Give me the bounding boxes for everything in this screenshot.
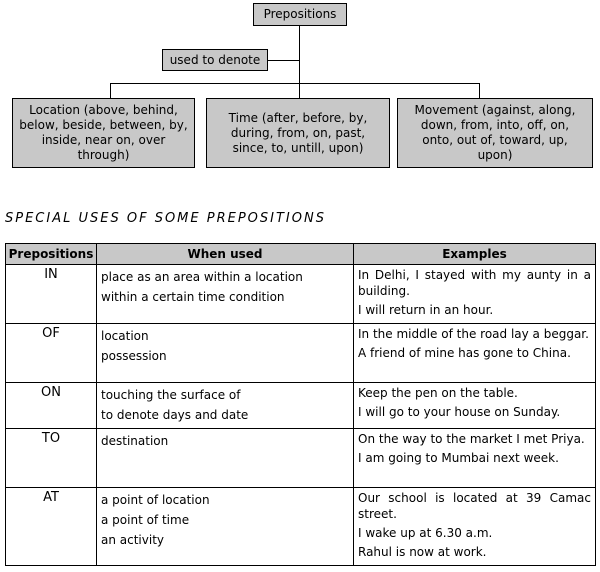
use-text: possession (101, 349, 167, 363)
category-movement (397, 98, 593, 168)
examples-cell (354, 429, 596, 488)
use-text: within a certain time condition (101, 290, 285, 304)
root-node (253, 3, 347, 26)
example-text: A friend of mine has gone to China. (358, 346, 571, 360)
example-text: Our school is located at 39 Camac street. (358, 491, 591, 521)
example-text: Rahul is now at work. (358, 545, 487, 559)
category-time (206, 98, 390, 168)
preposition-cell: ON (6, 383, 97, 429)
example-text: Keep the pen on the table. (358, 386, 518, 400)
root-trunk-line (299, 26, 300, 84)
uses-cell (97, 383, 354, 429)
preposition-cell: TO (6, 429, 97, 488)
prepositions-table (5, 243, 596, 566)
use-text: a point of location (101, 493, 210, 507)
use-text: an activity (101, 533, 165, 547)
example-text: On the way to the market I met Priya. (358, 432, 585, 446)
category-location (12, 98, 195, 168)
use-text: location (101, 329, 149, 343)
example-text: In the middle of the road lay a beggar. (358, 327, 589, 341)
example-text: I wake up at 6.30 a.m. (358, 526, 493, 540)
example-text: I will return in an hour. (358, 303, 494, 317)
branch-middle-line (299, 83, 300, 98)
uses-cell (97, 324, 354, 383)
uses-cell (97, 488, 354, 566)
category-time-label: Time (after, before, by, during, from, on, past, since, to, untill, upon) (228, 110, 368, 155)
examples-cell (354, 383, 596, 429)
table-header-row (6, 244, 596, 265)
uses-cell (97, 265, 354, 324)
connector-label: used to denote (169, 52, 261, 67)
branch-right-line (479, 83, 480, 98)
category-location-label: Location (above, behind, below, beside, between, by, inside, near on, over through) (19, 103, 188, 162)
section-title: SPECIAL USES OF SOME PREPOSITIONS (5, 211, 326, 226)
use-text: touching the surface of (101, 388, 241, 402)
use-text: a point of time (101, 513, 190, 527)
use-text: destination (101, 434, 169, 448)
branch-left-line (110, 83, 111, 98)
examples-cell (354, 488, 596, 566)
use-text: to denote days and date (101, 408, 249, 422)
use-text: place as an area within a location (101, 270, 303, 284)
category-movement-label: Movement (against, along, down, from, into, off, on, onto, out of, toward, up, upon) (414, 103, 576, 162)
table-row (6, 265, 596, 324)
preposition-cell: IN (6, 265, 97, 324)
table-row (6, 324, 596, 383)
branch-horizontal-line (110, 83, 480, 84)
header-prepositions: Prepositions (6, 244, 97, 265)
example-text: I will go to your house on Sunday. (358, 405, 561, 419)
table-row (6, 383, 596, 429)
preposition-cell: AT (6, 488, 97, 566)
connector-node (162, 49, 268, 71)
examples-cell (354, 265, 596, 324)
example-text: In Delhi, I stayed with my aunty in a building. (358, 268, 591, 298)
connector-link-line (268, 60, 299, 61)
example-text: I am going to Mumbai next week. (358, 451, 559, 465)
root-label: Prepositions (263, 7, 337, 21)
header-when-used: When used (97, 244, 354, 265)
examples-cell (354, 324, 596, 383)
preposition-cell: OF (6, 324, 97, 383)
table-row (6, 429, 596, 488)
uses-cell (97, 429, 354, 488)
header-examples: Examples (354, 244, 596, 265)
table-row (6, 488, 596, 566)
